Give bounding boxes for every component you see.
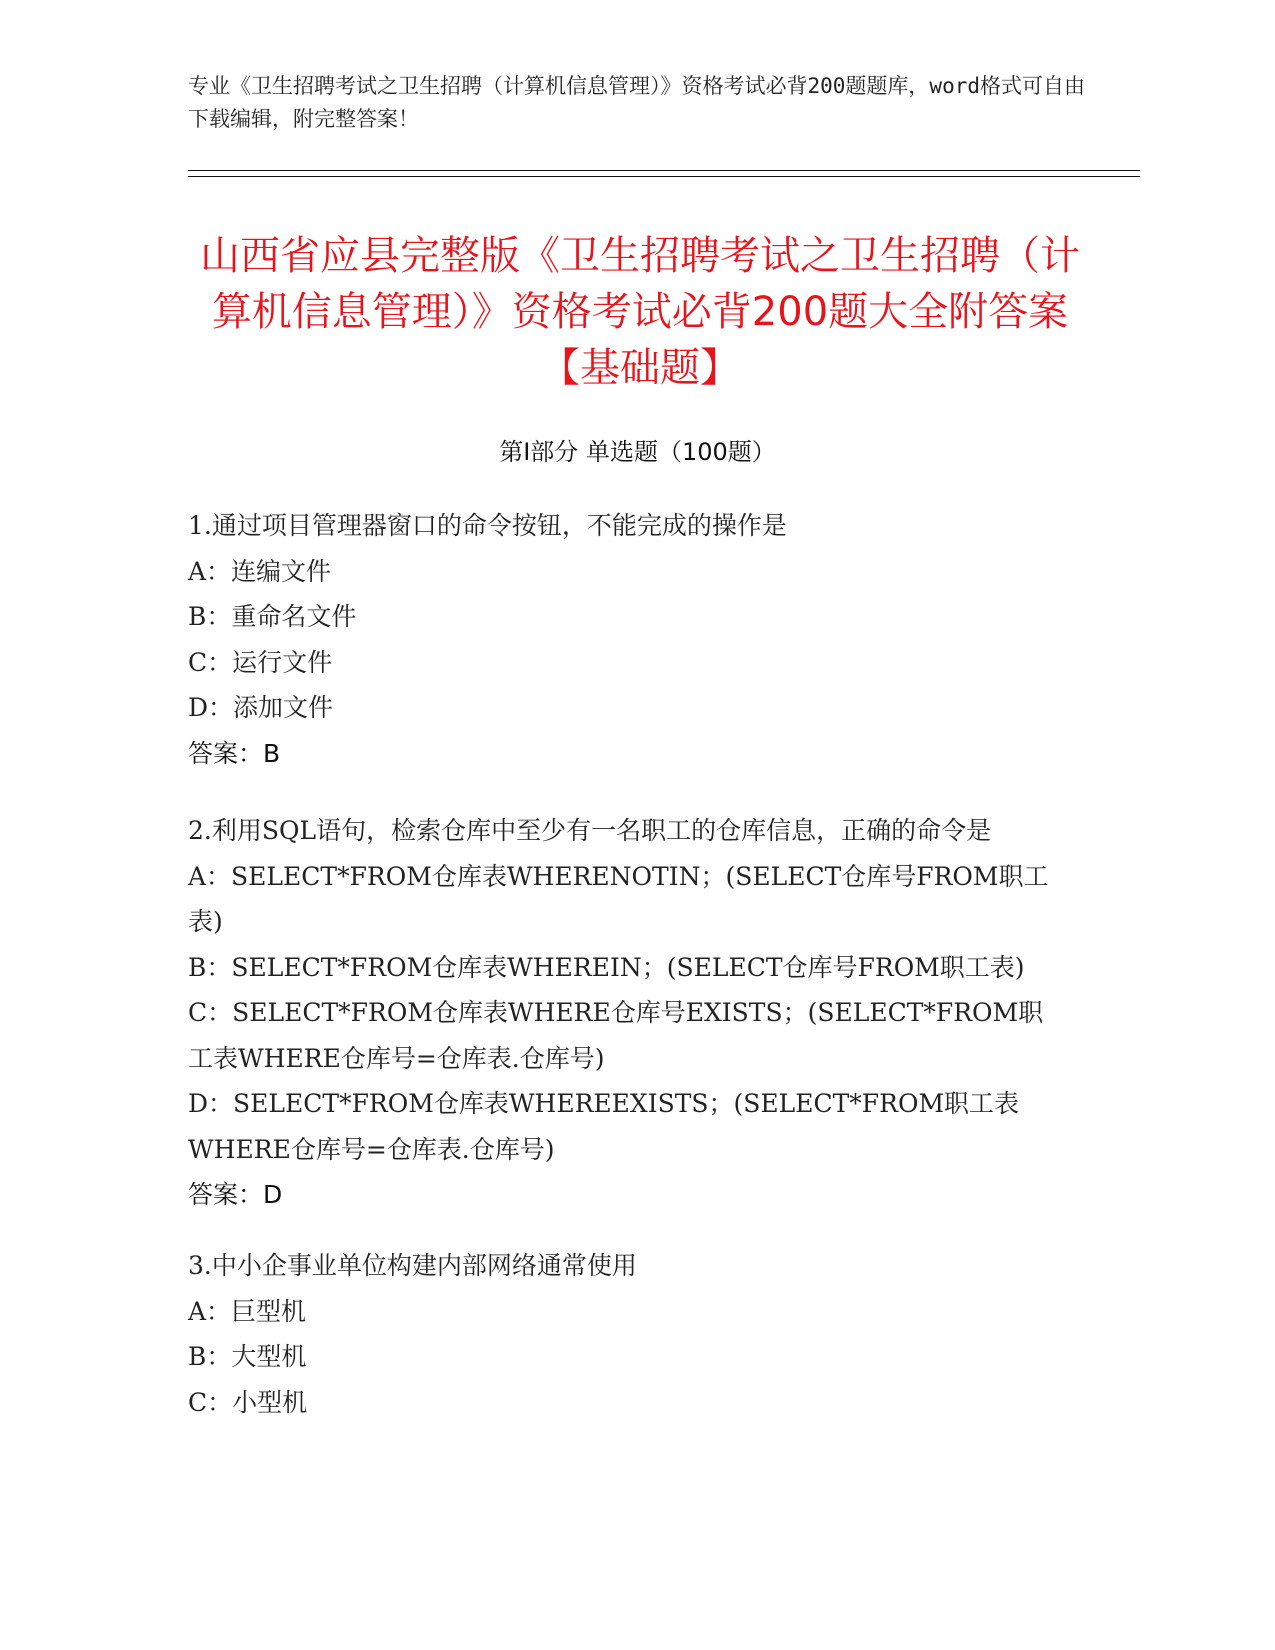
document-title: 山西省应县完整版《卫生招聘考试之卫生招聘（计算机信息管理）》资格考试必背200题大全附答案【基础题】 bbox=[200, 233, 1080, 391]
option-b: B：大型机 bbox=[188, 1342, 307, 1371]
option-a: A：连编文件 bbox=[188, 556, 332, 586]
option-c: C：小型机 bbox=[188, 1387, 308, 1417]
option-c: C：SELECT*FROM仓库表WHERE仓库号EXISTS；(SELECT*FROM职工表WHERE仓库号=仓库表.仓库号) bbox=[188, 998, 1044, 1073]
question-stem: 2.利用SQL语句，检索仓库中至少有一名职工的仓库信息，正确的命令是 bbox=[188, 816, 992, 845]
question-1 bbox=[188, 503, 1058, 776]
option-d: D：SELECT*FROM仓库表WHEREEXISTS；(SELECT*FROM职工表WHERE仓库号=仓库表.仓库号) bbox=[188, 1089, 1020, 1164]
question-3 bbox=[188, 1243, 1058, 1425]
header-divider-top bbox=[188, 170, 1140, 171]
option-a: A：巨型机 bbox=[188, 1296, 307, 1326]
option-d: D：添加文件 bbox=[188, 693, 334, 722]
option-b: B：SELECT*FROM仓库表WHEREIN；(SELECT仓库号FROM职工表) bbox=[188, 952, 1025, 982]
section-heading: 第Ⅰ部分 单选题（100题） bbox=[499, 438, 776, 466]
option-c: C：运行文件 bbox=[188, 647, 333, 677]
answer: 答案：B bbox=[188, 738, 281, 768]
option-b: B：重命名文件 bbox=[188, 602, 357, 631]
question-2 bbox=[188, 808, 1058, 1218]
answer: 答案：D bbox=[188, 1180, 283, 1209]
option-a: A：SELECT*FROM仓库表WHERENOTIN；(SELECT仓库号FROM职工表) bbox=[188, 861, 1049, 936]
question-stem: 3.中小企事业单位构建内部网络通常使用 bbox=[188, 1251, 637, 1280]
header-note: 专业《卫生招聘考试之卫生招聘（计算机信息管理）》资格考试必背200题题库，word格式可自由下载编辑，附完整答案！ bbox=[188, 74, 1085, 131]
header-divider-bottom bbox=[188, 176, 1140, 177]
question-stem: 1.通过项目管理器窗口的命令按钮，不能完成的操作是 bbox=[188, 511, 787, 540]
